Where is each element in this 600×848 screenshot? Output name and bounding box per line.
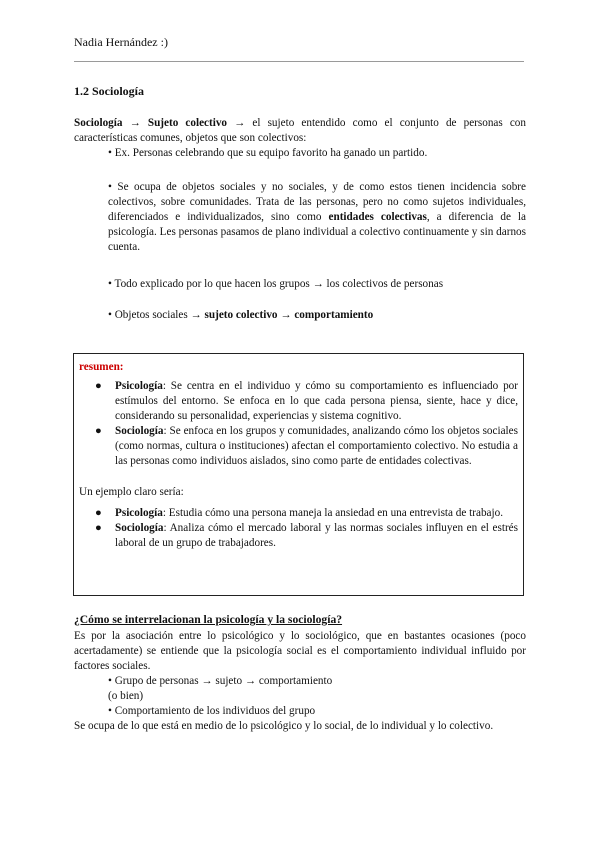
- section-title: 1.2 Sociología: [74, 84, 145, 98]
- relation-answer: Es por la asociación entre lo psicológico y lo sociológico, que en bastantes ocasiones (poco acertadamente) se entiende que la psicología social es el comportamiento individual influido por factores sociales.: [74, 630, 526, 672]
- term-sociologia: Sociología: [74, 117, 123, 129]
- description-paragraph: • Se ocupa de objetos sociales y no sociales, y de como estos tienen incidencia sobre colectivos, sobre comunidades. Trata de las personas, pero no como sujetos individuales, diferenciados e individualizados, sino como entidades colectivas, a diferencia de la psicología. Les personas pasamos de plano individual a colectivo continuamente y sin darnos cuenta.: [108, 181, 527, 253]
- bullet-icon: ●: [95, 425, 102, 437]
- relation-line-2: (o bien): [108, 690, 144, 702]
- bullet-icon: ●: [95, 507, 102, 519]
- list-item: ● Sociología: Se enfoca en los grupos y comunidades, analizando cómo los objetos sociales (como normas, cultura o instituciones) afectan el comportamiento colectivo. No estudia a las personas como individuos aislados, sino como parte de entidades colectivas.: [95, 425, 518, 467]
- page-header-author: Nadia Hernández :): [74, 35, 168, 49]
- summary-box: [73, 353, 524, 596]
- list-item: ● Psicología: Estudia cómo una persona maneja la ansiedad en una entrevista de trabajo.: [95, 507, 504, 519]
- definition-paragraph: Sociología → Sujeto colectivo → el sujeto entendido como el conjunto de personas con características comunes, objetos que son colectivos:: [74, 117, 526, 144]
- example-list: [79, 506, 518, 551]
- relation-line-1: • Grupo de personas → sujeto → comportamiento: [108, 675, 333, 687]
- objects-bullet: • Objetos sociales → sujeto colectivo → comportamiento: [108, 309, 374, 321]
- relation-line-3: • Comportamiento de los individuos del grupo: [108, 705, 316, 717]
- definition-text: el sujeto entendido como el conjunto de personas con características comunes, objetos que son colectivos:: [74, 117, 526, 144]
- term-sujeto-colectivo: Sujeto colectivo: [147, 117, 228, 129]
- list-item: ● Psicología: Se centra en el individuo y cómo su comportamiento es influenciado por estímulos del entorno. Se enfoca en lo que cada persona piensa, siente, hace y dice, considerando su personalidad, experiencias y sistema cognitivo.: [95, 380, 518, 422]
- bullet-icon: ●: [95, 380, 102, 392]
- list-item: ● Sociología: Analiza cómo el mercado laboral y las normas sociales influyen en el estrés laboral de un grupo de trabajadores.: [95, 522, 518, 549]
- relation-block: [74, 629, 526, 734]
- relation-closing: Se ocupa de lo que está en medio de lo psicológico y lo social, de lo individual y lo colectivo.: [74, 720, 494, 732]
- entidades-colectivas: entidades colectivas: [328, 211, 427, 223]
- example-bullet: • Ex. Personas celebrando que su equipo favorito ha ganado un partido.: [108, 147, 428, 159]
- header-divider: [74, 61, 524, 62]
- bullet-icon: ●: [95, 522, 102, 534]
- summary-list: [79, 379, 518, 469]
- example-intro: Un ejemplo claro sería:: [79, 486, 184, 498]
- intro-block: [74, 116, 526, 161]
- relation-question: ¿Cómo se interrelacionan la psicología y la sociología?: [74, 613, 343, 626]
- summary-label: resumen:: [79, 361, 124, 373]
- groups-bullet: • Todo explicado por lo que hacen los grupos → los colectivos de personas: [108, 278, 444, 290]
